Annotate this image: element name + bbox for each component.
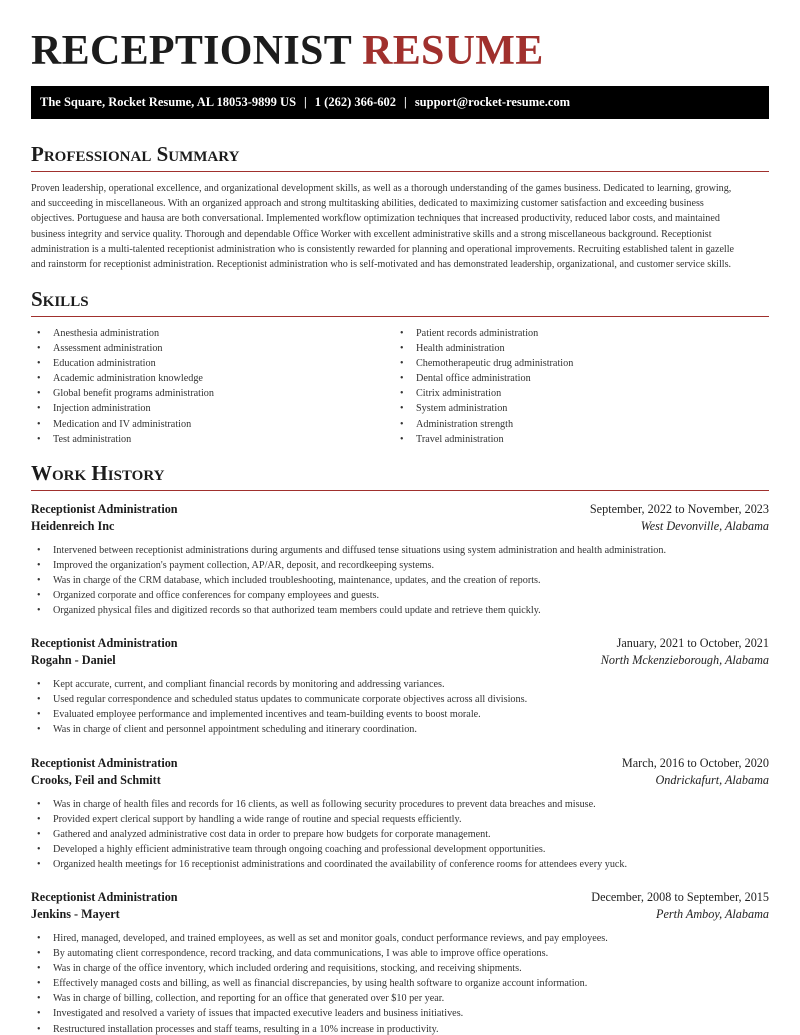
- resume-title: [31, 28, 544, 74]
- title-part-2: RESUME: [362, 28, 544, 74]
- job-company: Rogahn - Daniel: [31, 653, 116, 667]
- job-title: Receptionist Administration: [31, 502, 178, 516]
- job-bullet: • Restructured installation processes and staff teams, resulting in a 10% increase in productivity.: [31, 1022, 769, 1035]
- skill-item: • Test administration: [31, 432, 394, 447]
- contact-address: The Square, Rocket Resume, AL 18053-9899 US: [40, 95, 297, 109]
- job-entry: [31, 889, 769, 1035]
- skill-item: • Administration strength: [394, 417, 757, 432]
- contact-bar: [31, 86, 769, 119]
- job-bullet: • Organized physical files and digitized records so that authorized team members could update and retrieve them quickly.: [31, 603, 769, 618]
- skill-item: • Dental office administration: [394, 371, 757, 386]
- job-bullet: • Was in charge of the CRM database, which included troubleshooting, maintenance, updates, and the creation of reports.: [31, 573, 769, 588]
- job-bullet: • Hired, managed, developed, and trained employees, as well as set and monitor goals, conduct performance reviews, and pay employees.: [31, 931, 769, 946]
- job-bullet: • Was in charge of health files and records for 16 clients, as well as following security procedures to prevent data breaches and misuse.: [31, 797, 769, 812]
- skill-item: • Citrix administration: [394, 386, 757, 401]
- skill-item: • Health administration: [394, 341, 757, 356]
- job-bullets: [31, 797, 769, 872]
- summary-line: administration is a multi-talented receptionist administration who is consistently rewarded for planning and operational improvements. Recruiting established talent in gazelle: [31, 243, 735, 255]
- job-bullet: • Was in charge of client and personnel appointment scheduling and itinerary coordination.: [31, 722, 769, 737]
- job-bullet: • Kept accurate, current, and compliant financial records by monitoring and addressing variances.: [31, 677, 769, 692]
- job-bullet: • Was in charge of the office inventory, which included ordering and requisitions, stocking, and receiving shipments.: [31, 961, 769, 976]
- work-history-heading: Work History: [31, 460, 769, 491]
- job-bullet: • Organized corporate and office conferences for company employees and guests.: [31, 588, 769, 603]
- job-bullet: • Provided expert clerical support by handling a wide range of routine and special requests efficiently.: [31, 812, 769, 827]
- summary-line: Proven leadership, operational excellence, and organizational development skills, as well as a thorough understanding of the games business. Dedicated to learning, growing,: [31, 183, 732, 194]
- summary-line: business integrity and service quality. Thorough and dependable Office Worker with excellent administrative skills and a strong miscellaneous background. Receptionist: [31, 228, 712, 240]
- job-dates: March, 2016 to October, 2020: [621, 756, 769, 770]
- summary-line: and rainstorm for receptionist administration. Receptionist administration who is self-motivated and has demonstrated leadership, organizational, and customer service skills.: [31, 259, 732, 271]
- job-bullet: • Effectively managed costs and billing, as well as financial discrepancies, by using health software to organize account information.: [31, 976, 769, 991]
- skill-item: • Academic administration knowledge: [31, 371, 394, 386]
- job-dates: January, 2021 to October, 2021: [616, 636, 769, 650]
- job-bullet: • Evaluated employee performance and implemented incentives and team-building events to boost morale.: [31, 707, 769, 722]
- contact-separator: |: [304, 95, 307, 109]
- job-entry: [31, 635, 769, 737]
- job-bullet: • Used regular correspondence and scheduled status updates to communicate corporate objectives across all divisions.: [31, 692, 769, 707]
- skills-column-right: [394, 326, 757, 447]
- job-bullet: • Improved the organization's payment collection, AP/AR, deposit, and recordkeeping systems.: [31, 558, 769, 573]
- summary-line: objectives. Portuguese and hausa are both conversational. Implemented workflow optimization techniques that increased productivity, reduced labor costs, and maintained: [31, 213, 720, 225]
- title-part-1: RECEPTIONIST: [31, 28, 352, 74]
- job-company: Crooks, Feil and Schmitt: [31, 773, 161, 787]
- skill-item: • Injection administration: [31, 401, 394, 416]
- job-bullet: • By automating client correspondence, record tracking, and data communications, I was able to improve office operations.: [31, 946, 769, 961]
- skill-item: • Global benefit programs administration: [31, 386, 394, 401]
- skill-item: • Education administration: [31, 356, 394, 371]
- summary-line: and succeeding in miscellaneous. With an organized approach and strong multitasking abilities, dedicated to maximizing customer satisfaction and exceeding business: [31, 198, 704, 210]
- job-bullet: • Was in charge of billing, collection, and reporting for an office that generated over $10 per year.: [31, 991, 769, 1006]
- job-location: West Devonville, Alabama: [640, 519, 769, 533]
- contact-separator: |: [404, 95, 407, 109]
- job-title: Receptionist Administration: [31, 756, 178, 770]
- job-bullet: • Organized health meetings for 16 receptionist administrations and coordinated the availability of conference rooms for attendees every yuck.: [31, 857, 769, 872]
- job-bullet: • Developed a highly efficient administrative team through ongoing coaching and professional development opportunities.: [31, 842, 769, 857]
- skill-item: • Travel administration: [394, 432, 757, 447]
- skills-list: [31, 326, 769, 447]
- job-title: Receptionist Administration: [31, 890, 178, 904]
- contact-phone: 1 (262) 366-602: [314, 95, 397, 109]
- job-company: Heidenreich Inc: [31, 519, 115, 533]
- job-bullets: [31, 543, 769, 618]
- skill-item: • Medication and IV administration: [31, 417, 394, 432]
- job-bullets: [31, 931, 769, 1035]
- skill-item: • Anesthesia administration: [31, 326, 394, 341]
- skill-item: • System administration: [394, 401, 757, 416]
- contact-email[interactable]: support@rocket-resume.com: [414, 95, 571, 109]
- job-location: Ondrickafurt, Alabama: [655, 773, 769, 787]
- job-bullet: • Investigated and resolved a variety of issues that impacted executive leaders and business initiatives.: [31, 1006, 769, 1021]
- job-entry: [31, 755, 769, 872]
- job-bullet: • Intervened between receptionist administrations during arguments and diffused tense situations using system administration and health administration.: [31, 543, 769, 558]
- job-bullet: • Gathered and analyzed administrative cost data in order to prepare how budgets for corporate management.: [31, 827, 769, 842]
- job-dates: December, 2008 to September, 2015: [591, 890, 769, 904]
- summary-heading: Professional Summary: [31, 141, 769, 172]
- job-entry: [31, 501, 769, 618]
- job-title: Receptionist Administration: [31, 636, 178, 650]
- job-bullets: [31, 677, 769, 737]
- skills-column-left: [31, 326, 394, 447]
- job-location: Perth Amboy, Alabama: [656, 907, 769, 921]
- job-location: North Mckenzieborough, Alabama: [600, 653, 769, 667]
- skill-item: • Chemotherapeutic drug administration: [394, 356, 757, 371]
- job-dates: September, 2022 to November, 2023: [589, 502, 769, 516]
- skills-heading: Skills: [31, 286, 769, 317]
- skill-item: • Patient records administration: [394, 326, 757, 341]
- job-company: Jenkins - Mayert: [31, 907, 120, 921]
- summary-text: [31, 181, 769, 272]
- skill-item: • Assessment administration: [31, 341, 394, 356]
